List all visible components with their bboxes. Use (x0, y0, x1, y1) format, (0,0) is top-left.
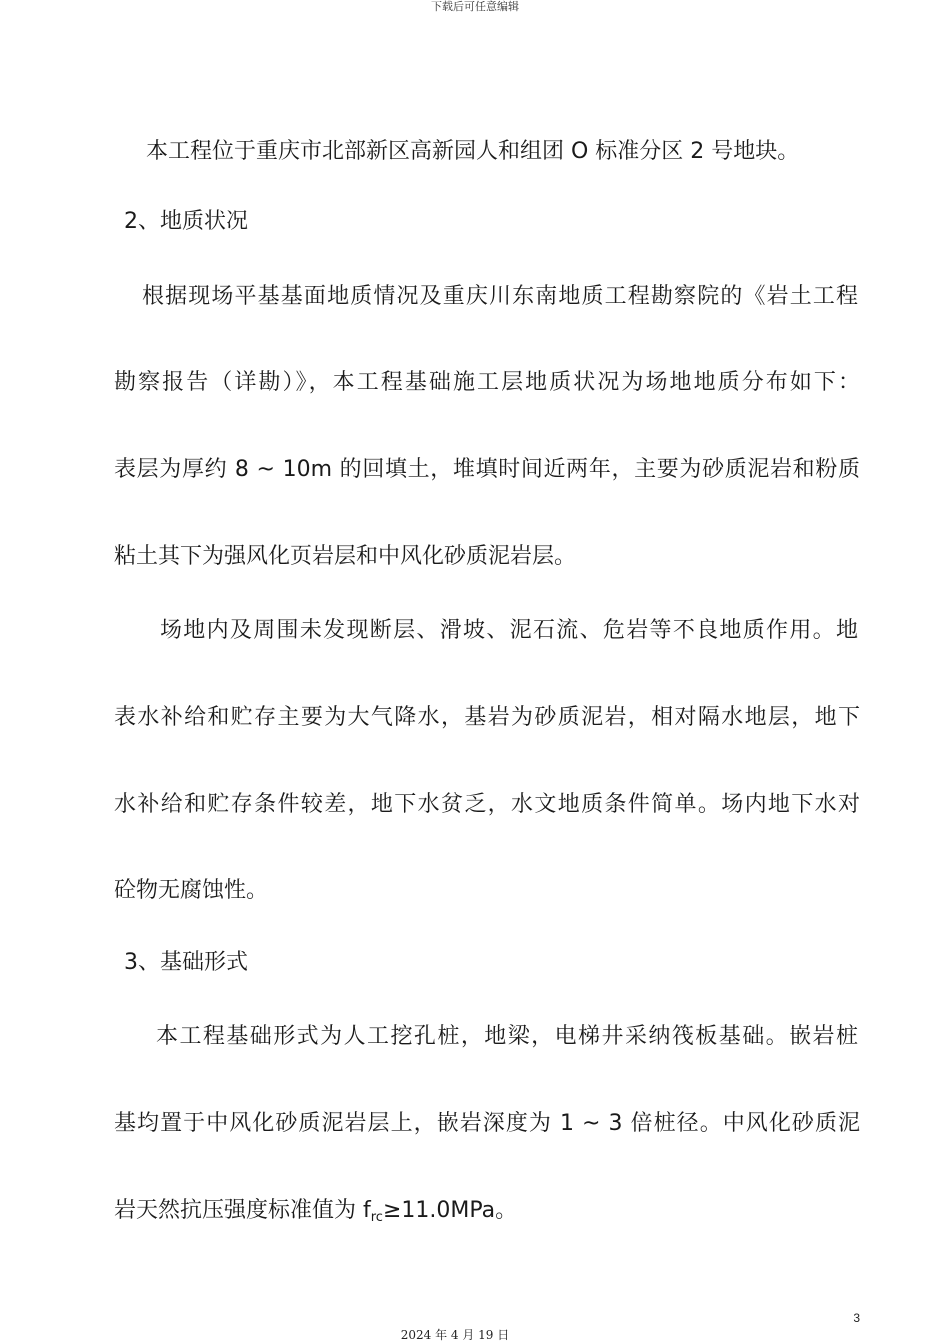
paragraph-line-4: 勘察报告（详勘）》，本工程基础施工层地质状况为场地地质分布如下： (114, 370, 860, 395)
footer-date: 2024 年 4 月 19 日 (400, 1328, 510, 1342)
paragraph-line-13: 基均置于中风化砂质泥岩层上，嵌岩深度为 1 ~ 3 倍桩径。中风化砂质泥 (114, 1111, 860, 1136)
paragraph-line-6: 粘土其下为强风化页岩层和中风化砂质泥岩层。 (114, 544, 577, 569)
page-header: 下载后可任意编辑 (431, 0, 519, 13)
paragraph-line-1: 本工程位于重庆市北部新区高新园人和组团 O 标准分区 2 号地块。 (146, 139, 800, 164)
strength-subscript: rc (370, 1210, 383, 1225)
paragraph-line-9: 水补给和贮存条件较差，地下水贫乏，水文地质条件简单。场内地下水对 (114, 792, 860, 817)
strength-text-suffix: ≥11.0MPa。 (382, 1198, 518, 1223)
paragraph-line-10: 砼物无腐蚀性。 (114, 878, 269, 903)
paragraph-line-8: 表水补给和贮存主要为大气降水，基岩为砂质泥岩，相对隔水地层，地下 (114, 705, 860, 730)
paragraph-line-5: 表层为厚约 8 ~ 10m 的回填土，堆填时间近两年，主要为砂质泥岩和粉质 (114, 457, 860, 482)
section-heading-foundation: 3、基础形式 (124, 950, 248, 975)
paragraph-line-7: 场地内及周围未发现断层、滑坡、泥石流、危岩等不良地质作用。地 (160, 618, 858, 643)
page-number: 3 (853, 1311, 860, 1325)
paragraph-line-14 (114, 1196, 860, 1233)
strength-text-prefix: 岩天然抗压强度标准值为 f (114, 1198, 371, 1223)
paragraph-line-3: 根据现场平基基面地质情况及重庆川东南地质工程勘察院的《岩土工程 (142, 284, 858, 309)
section-heading-geology: 2、地质状况 (124, 209, 248, 234)
paragraph-line-12: 本工程基础形式为人工挖孔桩，地梁，电梯井采纳筏板基础。嵌岩桩 (156, 1024, 858, 1049)
